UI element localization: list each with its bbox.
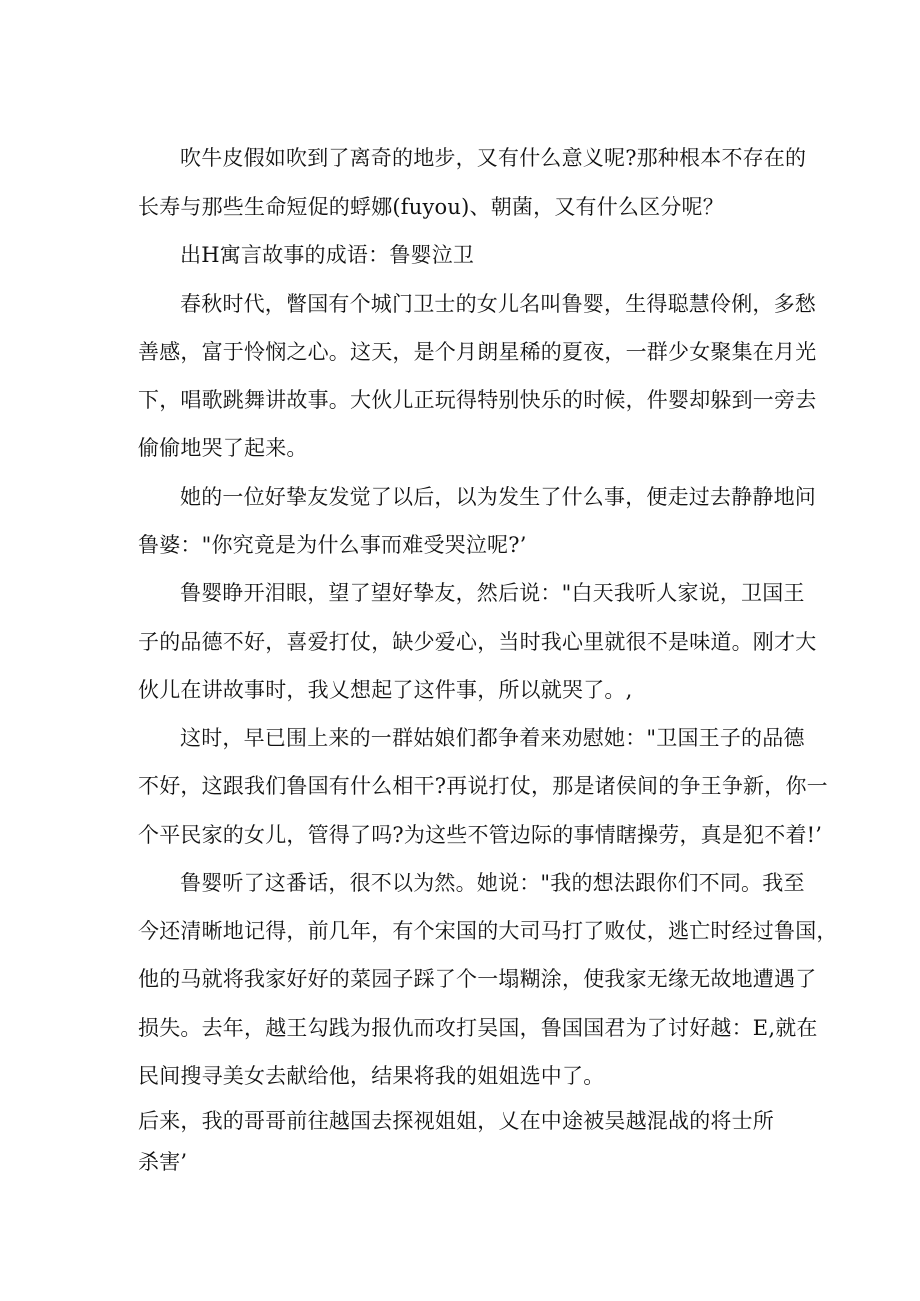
text-line: 不好，这跟我们鲁国有什么相干?再说打仗，那是诸侯间的争王争新，你一 <box>138 774 828 798</box>
text-line: 后来，我的哥哥前往越国去探视姐姐，乂在中途被吴越混战的将士所 <box>138 1109 774 1133</box>
text-line: 鲁婆："你究竟是为什么事而难受哭泣呢?’ <box>138 533 527 557</box>
text-line: 今还清晰地记得，前几年，有个宋国的大司马打了败仗，逃亡时经过鲁国， <box>138 919 838 943</box>
text-line: 鲁婴睁开泪眼，望了望好挚友，然后说："白天我听人家说，卫国王 <box>180 581 805 605</box>
text-line: 善感，富于怜悯之心。这天，是个月朗星稀的夏夜，一群少女聚集在月光 <box>138 340 817 364</box>
text-line: 伙儿在讲故事时，我乂想起了这件事，所以就哭了。, <box>138 678 633 702</box>
text-line: 下，唱歌跳舞讲故事。大伙儿正玩得特别快乐的时候，件婴却躲到一旁去 <box>138 388 817 412</box>
text-line: 她的一位好挚友发觉了以后，以为发生了什么事，便走过去静静地问 <box>180 485 816 509</box>
text-line: 民间搜寻美女去献给他，结果将我的姐姐选中了。 <box>138 1064 605 1088</box>
text-line: 春秋时代，瞥国有个城门卫士的女儿名叫鲁婴，生得聪慧伶俐，多愁 <box>180 292 816 316</box>
text-line: 他的马就将我家好好的菜园子踩了个一塌糊涂，使我家无缘无故地遭遇了 <box>138 967 817 991</box>
text-line: 鲁婴听了这番话，很不以为然。她说："我的想法跟你们不同。我至 <box>180 871 805 895</box>
text-line: 杀害’ <box>138 1150 188 1174</box>
text-line: 吹牛皮假如吹到了离奇的地步，又有什么意义呢?那种根本不存在的 <box>180 146 807 170</box>
text-line: 偷偷地哭了起来。 <box>138 436 308 460</box>
text-line: 损失。去年，越王勾践为报仇而攻打吴国，鲁国国君为了讨好越：E,就在 <box>138 1016 818 1040</box>
text-line: 长寿与那些生命短促的蜉娜(fuyou)、朝菌，又有什么区分呢？ <box>138 195 724 219</box>
section-heading: 出H寓言故事的成语：鲁婴泣卫 <box>180 243 475 267</box>
text-line: 子的品德不好，喜爱打仗，缺少爱心，当时我心里就很不是味道。刚才大 <box>138 630 817 654</box>
text-line: 这时，早已围上来的一群姑娘们都争着来劝慰她："卫国王子的品德 <box>180 726 805 750</box>
text-line: 个平民家的女儿，管得了吗?为这些不管边际的事情瞎操劳，真是犯不着!’ <box>138 823 823 847</box>
